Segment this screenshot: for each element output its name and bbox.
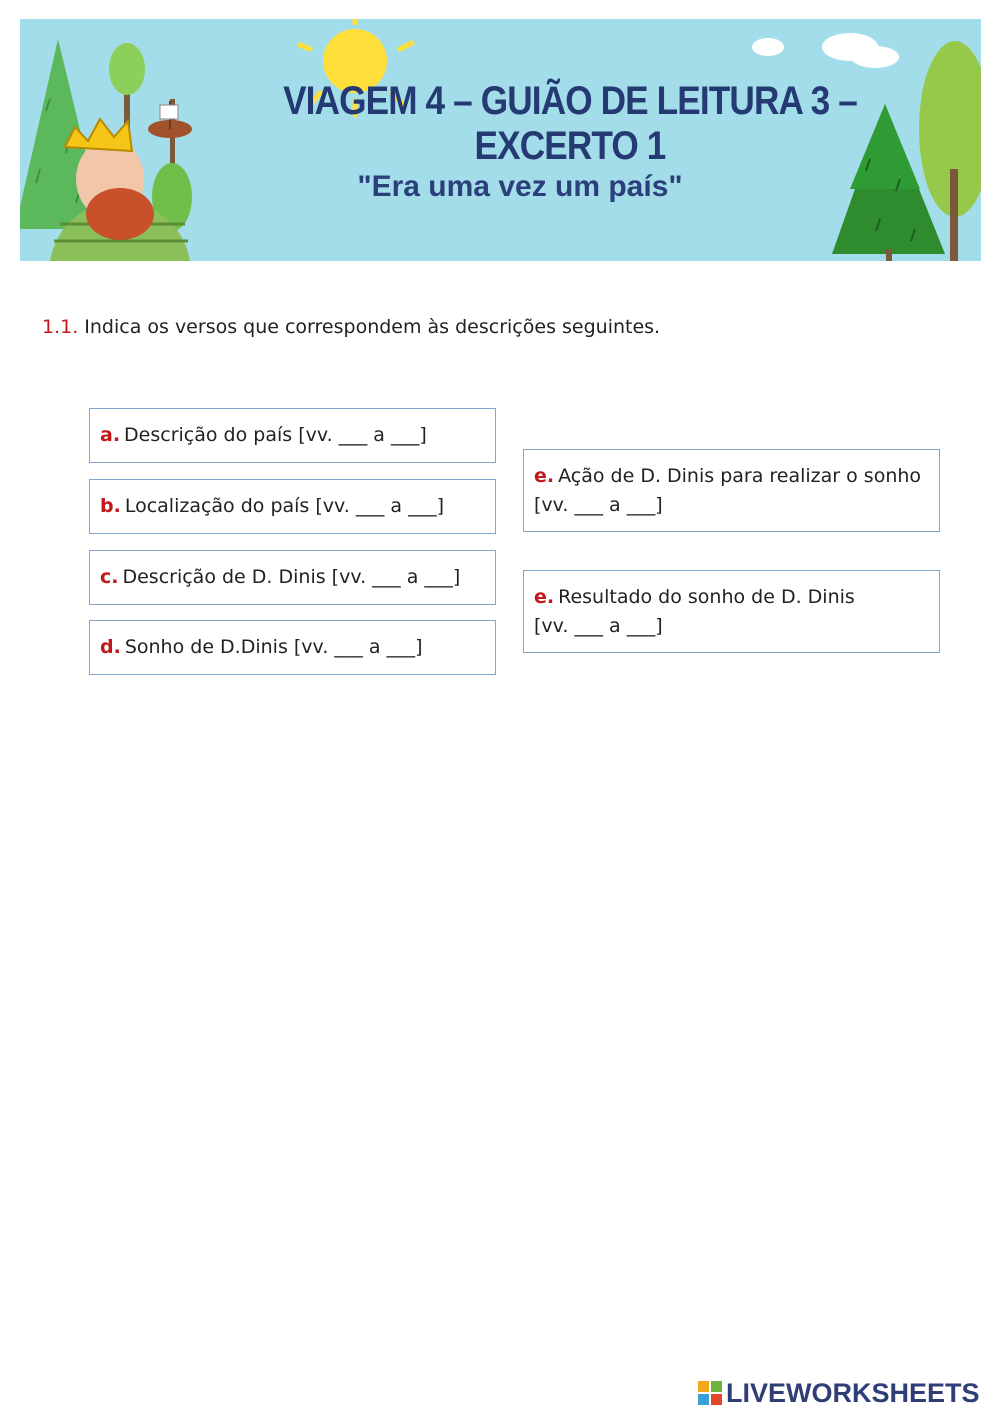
- liveworksheets-grid-icon: [698, 1381, 722, 1405]
- answer-box-d[interactable]: [89, 620, 496, 675]
- item-range: [vv. ___ a ___]: [534, 614, 663, 637]
- item-letter: b.: [100, 495, 121, 517]
- answer-box-e-result[interactable]: [523, 570, 940, 653]
- item-range: [vv. ___ a ___]: [534, 493, 663, 516]
- answer-box-a[interactable]: [89, 408, 496, 463]
- header-banner: [20, 19, 981, 261]
- question-number: 1.1.: [42, 316, 79, 338]
- item-text: Resultado do sonho de D. Dinis: [558, 585, 855, 608]
- item-text: Sonho de D.Dinis [vv. ___ a ___]: [124, 636, 423, 658]
- liveworksheets-logo: [698, 1376, 980, 1410]
- page-title: VIAGEM 4 – GUIÃO DE LEITURA 3 – EXCERTO 1: [283, 79, 857, 168]
- item-letter: a.: [100, 424, 121, 446]
- item-letter: e.: [534, 585, 555, 608]
- item-text: Ação de D. Dinis para realizar o sonho: [558, 464, 922, 487]
- answer-box-c[interactable]: [89, 550, 496, 605]
- item-text: Descrição do país [vv. ___ a ___]: [124, 424, 427, 446]
- logo-text: LIVEWORKSHEETS: [726, 1377, 980, 1408]
- question-text: Indica os versos que correspondem às descrições seguintes.: [84, 316, 661, 338]
- item-text: Descrição de D. Dinis [vv. ___ a ___]: [122, 566, 461, 588]
- question-instruction: [42, 316, 660, 338]
- page-subtitle: "Era uma vez um país": [357, 170, 683, 203]
- answer-box-e-action[interactable]: [523, 449, 940, 532]
- item-letter: e.: [534, 464, 555, 487]
- item-letter: d.: [100, 636, 121, 658]
- answer-box-b[interactable]: [89, 479, 496, 534]
- item-letter: c.: [100, 566, 119, 588]
- item-text: Localização do país [vv. ___ a ___]: [124, 495, 445, 517]
- cloud-icon: [752, 33, 899, 68]
